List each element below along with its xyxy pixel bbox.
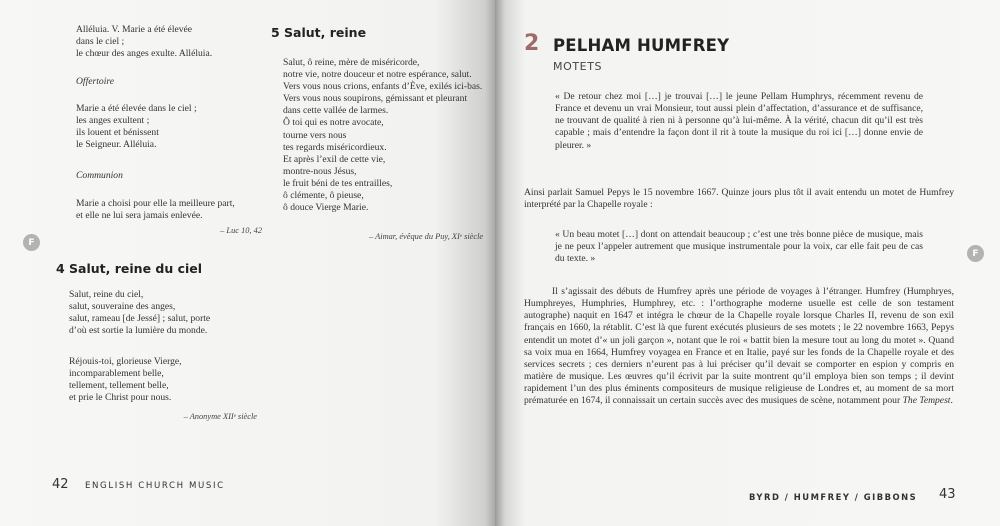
communion-label: Communion — [76, 170, 123, 181]
offertoire-text: Marie a été élevée dans le ciel ; les anges exultent ; ils louent et bénissent le Seigneur. Alléluia. — [76, 103, 197, 151]
communion-citation: – Luc 10, 42 — [220, 226, 262, 235]
page-number-right: 43 — [939, 487, 956, 502]
biography-end: . — [950, 395, 953, 407]
language-badge-right: F — [967, 245, 984, 262]
page-number-left: 42 — [52, 477, 69, 492]
section5-text: Salut, ô reine, mère de miséricorde, notre vie, notre douceur et notre espérance, salut. Vers vous nous crions, enfants d’Ève, exilés ici-bas. Vers vous nous soupirons, gémissant et pleurant dans cette vallée de larmes. Ô toi qui es notre avocate, tourne vers nous tes regards miséricordieux. Et après l’exil de cette vie, montre-nous Jésus, le fruit béni de tes entrailles, ô clémente, ô pieuse, ô douce Vierge Marie. — [283, 57, 483, 214]
chapter-number: 2 — [524, 31, 540, 56]
work-title: The Tempest — [902, 395, 951, 407]
pepys-quote-2: « Un beau motet […] dont on attendait beaucoup ; c’est une très bonne pièce de musique, mais je ne peux l’appeler autrement que musique instrumentale pour la voix, car elle fait peu de cas du texte. » — [555, 229, 923, 265]
biography-text: Il s’agissait des débuts de Humfrey après une période de voyages à l’étranger. Humfrey (Humphryes, Humphreyes, Humphries, Humphrey, etc. : l’orthographe moderne usuelle est celle de son testament autographe) naquit en 1647 et intégra le chœur de la Chapelle royale lorsque Charles II, revenu de son exil français en 1660, la rétablit. C’est là que furent exécutés plusieurs de ses motets ; le 22 novembre 1663, Pepys entendit un motet d’« un joli garçon », notant que le roi « battit bien la mesure tout au long du motet ». Quand sa voix mua en 1664, Humfrey voyagea en France et en Italie, payé sur les fonds de la Chapelle royale et des services secrets ; ces derniers n’eurent pas à lui préciser qu’il devait se comporter en espion y compris en matière de musique. Les œuvres qu’il écrivit par la suite montrent qu’il employa bien son temps ; il devint rapidement l’un des plus éminents compositeurs de musique religieuse de Londres et, au moment de sa mort prématurée en 1674, il connaissait un certain succès avec des musiques de scène, notamment pour — [524, 286, 954, 407]
offertoire-label: Offertoire — [76, 76, 115, 87]
chapter-title: PELHAM HUMFREY — [553, 36, 730, 55]
left-page — [0, 0, 495, 526]
communion-text: Marie a choisi pour elle la meilleure part, et elle ne lui sera jamais enlevée. — [76, 198, 235, 222]
pepys-quote-1: « De retour chez moi […] je trouvai […] le jeune Pellam Humphrys, récemment revenu de France et devenu un vrai Monsieur, tout aussi plein d’affectation, d’assurance et de suffisance, ne trouvant de qualité à rien ni à personne qu’à lui-même. À la vérité, chacun dit qu’il est très capable ; mais d’entendre la façon dont il rit à toute la musique du roi ici […] donne envie de pleurer. » — [555, 91, 923, 151]
biography-paragraph — [524, 286, 954, 408]
section4-title: 4 Salut, reine du ciel — [56, 261, 203, 276]
language-badge-left: F — [23, 234, 40, 251]
chapter-subtitle: MOTETS — [553, 60, 603, 73]
section4-text-a: Salut, reine du ciel, salut, souveraine des anges, salut, rameau [de Jessé] ; salut, porte d’où est sortie la lumière du monde. — [69, 289, 211, 337]
running-title-right: BYRD / HUMFREY / GIBBONS — [749, 492, 918, 502]
section4-text-b: Réjouis-toi, glorieuse Vierge, incomparablement belle, tellement, tellement belle, et prie le Christ pour nous. — [69, 356, 182, 404]
section4-attribution: – Anonyme XIIᵉ siècle — [183, 412, 257, 421]
right-page — [495, 0, 1000, 526]
section5-title: 5 Salut, reine — [271, 25, 367, 40]
intro-paragraph: Ainsi parlait Samuel Pepys le 15 novembre 1667. Quinze jours plus tôt il avait entendu un motet de Humfrey interprété par la Chapelle royale : — [524, 187, 954, 211]
section5-attribution: – Aimar, évêque du Puy, XIᵉ siècle — [369, 232, 484, 241]
alleluia-verse: Alléluia. V. Marie a été élevée dans le ciel ; le chœur des anges exulte. Alléluia. — [76, 24, 213, 60]
running-title-left: ENGLISH CHURCH MUSIC — [85, 481, 225, 491]
